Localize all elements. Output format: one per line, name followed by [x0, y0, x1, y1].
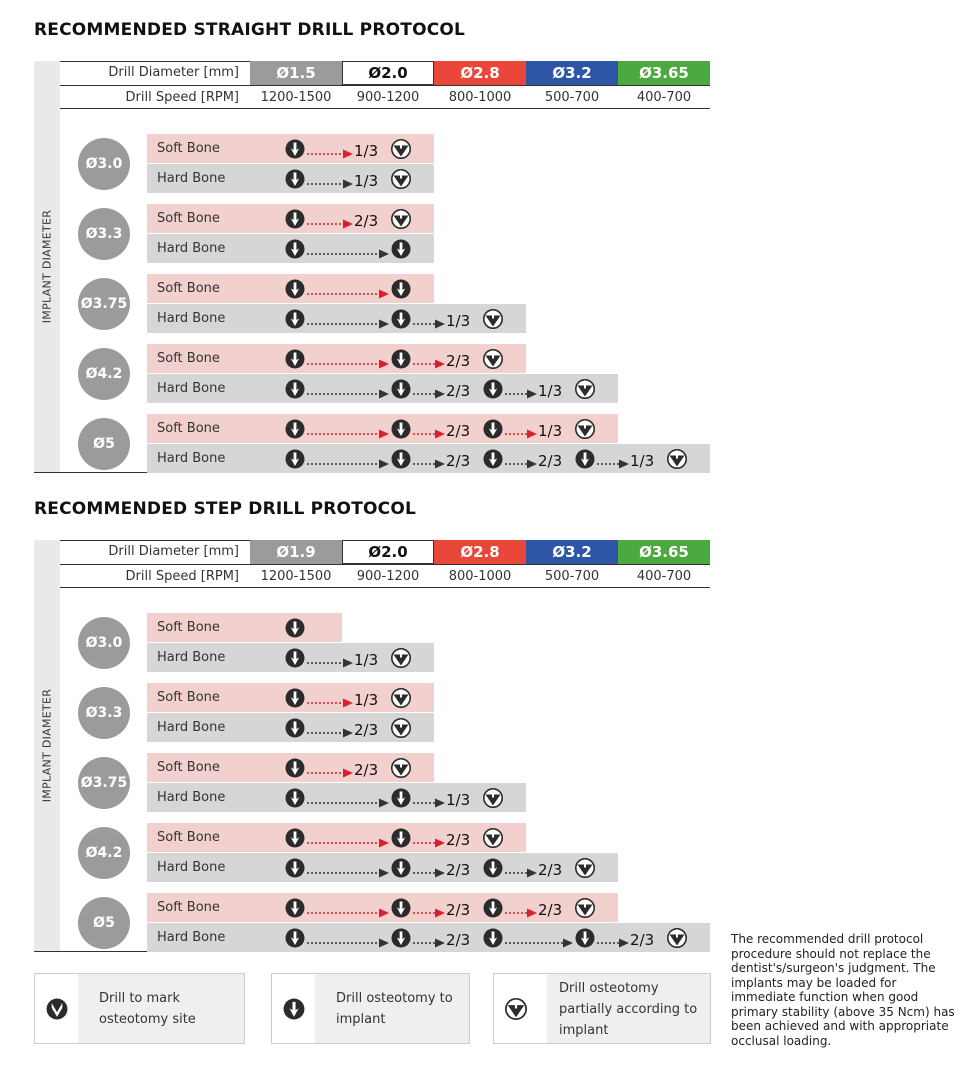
full-drill-icon — [285, 279, 305, 299]
fraction-label: 1/3 — [446, 790, 471, 809]
step-drill-3-2: Ø3.2 — [526, 540, 618, 564]
implant-badge-3-75: Ø3.75 — [78, 278, 130, 330]
soft-bone-label: Soft Bone — [157, 351, 220, 366]
full-drill-icon — [391, 828, 411, 848]
partial-drill-icon — [391, 169, 411, 189]
step-drill-1-9: Ø1.9 — [250, 540, 342, 564]
full-drill-icon — [285, 309, 305, 329]
full-drill-icon — [575, 449, 595, 469]
full-drill-icon — [285, 828, 305, 848]
step-diameter-label: Drill Diameter [mm] — [108, 544, 239, 559]
full-drill-icon — [483, 419, 503, 439]
straight-diameter-label: Drill Diameter [mm] — [108, 65, 239, 80]
protocol-arrow — [413, 833, 445, 843]
hard-bone-label: Hard Bone — [157, 170, 226, 186]
step-speed-label: Drill Speed [RPM] — [125, 569, 239, 584]
full-drill-icon — [285, 928, 305, 948]
hard-bone-label: Hard Bone — [157, 310, 226, 326]
fraction-label: 1/3 — [354, 650, 379, 669]
step-mid-rule — [60, 564, 710, 565]
step-implant-badge-4-2: Ø4.2 — [78, 827, 130, 879]
fraction-label: 2/3 — [354, 720, 379, 739]
protocol-arrow — [505, 933, 573, 943]
full-drill-icon — [285, 239, 305, 259]
protocol-arrow — [307, 693, 353, 703]
protocol-arrow — [413, 384, 445, 394]
step-drill-2-8: Ø2.8 — [434, 540, 526, 564]
partial-drill-icon — [667, 449, 687, 469]
protocol-arrow — [307, 244, 389, 254]
full-drill-icon — [285, 169, 305, 189]
straight-drill-2-0: Ø2.0 — [342, 61, 434, 85]
protocol-arrow — [413, 863, 445, 873]
fraction-label: 2/3 — [354, 761, 379, 779]
protocol-arrow — [307, 144, 353, 154]
fraction-label: 1/3 — [354, 171, 379, 190]
hard-bone-label: Hard Bone — [157, 719, 226, 735]
legend-full-text: Drill osteotomy to implant — [336, 991, 453, 1027]
partial-drill-icon — [575, 858, 595, 878]
hard-bone-label: Hard Bone — [157, 929, 226, 945]
fraction-label: 2/3 — [538, 901, 563, 919]
full-drill-icon — [391, 309, 411, 329]
step-implant-badge-3-75: Ø3.75 — [78, 757, 130, 809]
protocol-arrow — [307, 793, 389, 803]
full-drill-icon — [285, 788, 305, 808]
soft-bone-label: Soft Bone — [157, 141, 220, 156]
full-drill-icon — [285, 209, 305, 229]
fraction-label: 2/3 — [446, 381, 471, 400]
step-speed-2: 900-1200 — [356, 569, 420, 584]
soft-bone-label: Soft Bone — [157, 421, 220, 436]
legend-full — [271, 973, 470, 1044]
full-drill-icon — [285, 349, 305, 369]
full-drill-icon — [285, 449, 305, 469]
step-implant-badge-3-0: Ø3.0 — [78, 617, 130, 669]
full-drill-icon — [285, 758, 305, 778]
protocol-arrow — [307, 384, 389, 394]
step-protocol-title: RECOMMENDED STEP DRILL PROTOCOL — [34, 499, 417, 519]
full-drill-icon — [575, 928, 595, 948]
full-drill-icon — [283, 998, 305, 1020]
partial-drill-icon — [391, 758, 411, 778]
protocol-arrow — [307, 653, 353, 663]
step-speed-1: 1200-1500 — [260, 569, 332, 584]
partial-drill-icon — [667, 928, 687, 948]
fraction-label: 1/3 — [354, 691, 379, 709]
protocol-arrow — [505, 454, 537, 464]
step-header-rule — [60, 587, 710, 588]
protocol-arrow — [413, 933, 445, 943]
hard-bone-label: Hard Bone — [157, 240, 226, 256]
fraction-label: 2/3 — [446, 422, 471, 440]
fraction-label: 2/3 — [354, 212, 379, 230]
fraction-label: 2/3 — [538, 451, 563, 470]
full-drill-icon — [483, 898, 503, 918]
protocol-arrow — [505, 424, 537, 434]
legend-partial-text-cell — [547, 974, 710, 1043]
partial-drill-icon — [391, 139, 411, 159]
soft-bone-label: Soft Bone — [157, 690, 220, 705]
fraction-label: 1/3 — [538, 422, 563, 440]
partial-drill-icon — [483, 828, 503, 848]
full-drill-icon — [391, 419, 411, 439]
fraction-label: 2/3 — [630, 930, 655, 949]
protocol-arrow — [597, 454, 629, 464]
protocol-arrow — [307, 314, 389, 324]
straight-speed-1: 1200-1500 — [260, 90, 332, 105]
protocol-arrow — [307, 863, 389, 873]
protocol-arrow — [505, 903, 537, 913]
full-drill-icon — [391, 279, 411, 299]
full-drill-icon — [391, 898, 411, 918]
straight-speed-4: 500-700 — [544, 90, 600, 105]
step-drill-3-65: Ø3.65 — [618, 540, 710, 564]
hard-bone-label: Hard Bone — [157, 789, 226, 805]
straight-drill-3-2: Ø3.2 — [526, 61, 618, 85]
full-drill-icon — [285, 718, 305, 738]
fraction-label: 2/3 — [538, 860, 563, 879]
fraction-label: 1/3 — [354, 142, 379, 160]
legend-mark-icon-cell — [35, 974, 78, 1043]
partial-drill-icon — [391, 648, 411, 668]
partial-drill-icon — [575, 379, 595, 399]
implant-badge-4-2: Ø4.2 — [78, 348, 130, 400]
fraction-label: 2/3 — [446, 831, 471, 849]
protocol-arrow — [307, 424, 389, 434]
full-drill-icon — [391, 349, 411, 369]
partial-drill-icon — [483, 349, 503, 369]
full-drill-icon — [391, 928, 411, 948]
full-drill-icon — [285, 139, 305, 159]
partial-drill-icon — [483, 309, 503, 329]
full-drill-icon — [285, 898, 305, 918]
full-drill-icon — [391, 788, 411, 808]
fraction-label: 2/3 — [446, 352, 471, 370]
protocol-arrow — [307, 284, 389, 294]
hard-bone-label: Hard Bone — [157, 450, 226, 466]
full-drill-icon — [483, 379, 503, 399]
legend-full-icon-cell — [272, 974, 315, 1043]
fraction-label: 1/3 — [538, 381, 563, 400]
soft-bone-label: Soft Bone — [157, 760, 220, 775]
step-implant-badge-3-3: Ø3.3 — [78, 687, 130, 739]
full-drill-icon — [483, 928, 503, 948]
partial-drill-icon — [575, 419, 595, 439]
hard-bone-label: Hard Bone — [157, 380, 226, 396]
soft-bone-label: Soft Bone — [157, 620, 220, 635]
protocol-arrow — [505, 863, 537, 873]
soft-bone-label: Soft Bone — [157, 211, 220, 226]
full-drill-icon — [483, 858, 503, 878]
legend-mark-text: Drill to mark osteotomy site — [99, 991, 196, 1027]
fraction-label: 2/3 — [446, 860, 471, 879]
protocol-arrow — [413, 903, 445, 913]
protocol-arrow — [307, 833, 389, 843]
protocol-arrow — [307, 763, 353, 773]
full-drill-icon — [285, 618, 305, 638]
full-drill-icon — [391, 239, 411, 259]
disclaimer-note: The recommended drill protocol procedure should not replace the dentist's/surgeon's judgment. The implants may be loaded for immediate function when good primary stability (above 35 Ncm) has been achieved and with appropriate occlusal loading. — [731, 932, 955, 1048]
full-drill-icon — [285, 648, 305, 668]
fraction-label: 1/3 — [630, 451, 655, 470]
fraction-label: 2/3 — [446, 930, 471, 949]
full-drill-icon — [391, 858, 411, 878]
full-drill-icon — [285, 419, 305, 439]
partial-drill-icon — [391, 718, 411, 738]
straight-speed-3: 800-1000 — [448, 90, 512, 105]
straight-side-label: IMPLANT DIAMETER — [40, 209, 54, 324]
protocol-arrow — [307, 214, 353, 224]
fraction-label: 2/3 — [446, 451, 471, 470]
step-implant-badge-5: Ø5 — [78, 897, 130, 949]
straight-protocol-title: RECOMMENDED STRAIGHT DRILL PROTOCOL — [34, 20, 466, 40]
protocol-arrow — [413, 424, 445, 434]
protocol-arrow — [413, 354, 445, 364]
legend-mark — [34, 973, 245, 1044]
fraction-label: 1/3 — [446, 311, 471, 330]
legend-partial-icon-cell — [494, 974, 537, 1043]
partial-drill-icon — [391, 688, 411, 708]
protocol-arrow — [413, 454, 445, 464]
full-drill-icon — [285, 858, 305, 878]
hard-bone-label: Hard Bone — [157, 649, 226, 665]
legend-partial-text: Drill osteotomy partially according to implant — [559, 981, 698, 1038]
full-drill-icon — [285, 688, 305, 708]
protocol-arrow — [307, 933, 389, 943]
step-speed-5: 400-700 — [636, 569, 692, 584]
hard-bone-label: Hard Bone — [157, 859, 226, 875]
soft-bone-label: Soft Bone — [157, 830, 220, 845]
full-drill-icon — [391, 449, 411, 469]
partial-drill-icon — [505, 998, 527, 1020]
step-speed-4: 500-700 — [544, 569, 600, 584]
straight-mid-rule — [60, 85, 710, 86]
legend-full-text-cell — [315, 974, 469, 1043]
implant-badge-5: Ø5 — [78, 418, 130, 470]
step-speed-3: 800-1000 — [448, 569, 512, 584]
straight-speed-label: Drill Speed [RPM] — [125, 90, 239, 105]
implant-badge-3-3: Ø3.3 — [78, 208, 130, 260]
full-drill-icon — [285, 379, 305, 399]
straight-speed-2: 900-1200 — [356, 90, 420, 105]
straight-drill-2-8: Ø2.8 — [434, 61, 526, 85]
protocol-arrow — [307, 903, 389, 913]
step-side-label: IMPLANT DIAMETER — [40, 688, 54, 803]
partial-drill-icon — [391, 209, 411, 229]
fraction-label: 2/3 — [446, 901, 471, 919]
straight-drill-1-5: Ø1.5 — [250, 61, 342, 85]
protocol-arrow — [307, 174, 353, 184]
legend-partial — [493, 973, 711, 1044]
protocol-arrow — [597, 933, 629, 943]
step-drill-2-0: Ø2.0 — [342, 540, 434, 564]
full-drill-icon — [483, 449, 503, 469]
soft-bone-label: Soft Bone — [157, 900, 220, 915]
mark-drill-icon — [46, 998, 68, 1020]
legend-mark-text-cell — [78, 974, 244, 1043]
implant-badge-3-0: Ø3.0 — [78, 138, 130, 190]
protocol-arrow — [413, 793, 445, 803]
full-drill-icon — [391, 379, 411, 399]
protocol-arrow — [307, 354, 389, 364]
protocol-arrow — [413, 314, 445, 324]
protocol-arrow — [505, 384, 537, 394]
partial-drill-icon — [483, 788, 503, 808]
straight-drill-3-65: Ø3.65 — [618, 61, 710, 85]
straight-speed-5: 400-700 — [636, 90, 692, 105]
protocol-arrow — [307, 454, 389, 464]
partial-drill-icon — [575, 898, 595, 918]
soft-bone-label: Soft Bone — [157, 281, 220, 296]
straight-header-rule — [60, 108, 710, 109]
protocol-arrow — [307, 723, 353, 733]
